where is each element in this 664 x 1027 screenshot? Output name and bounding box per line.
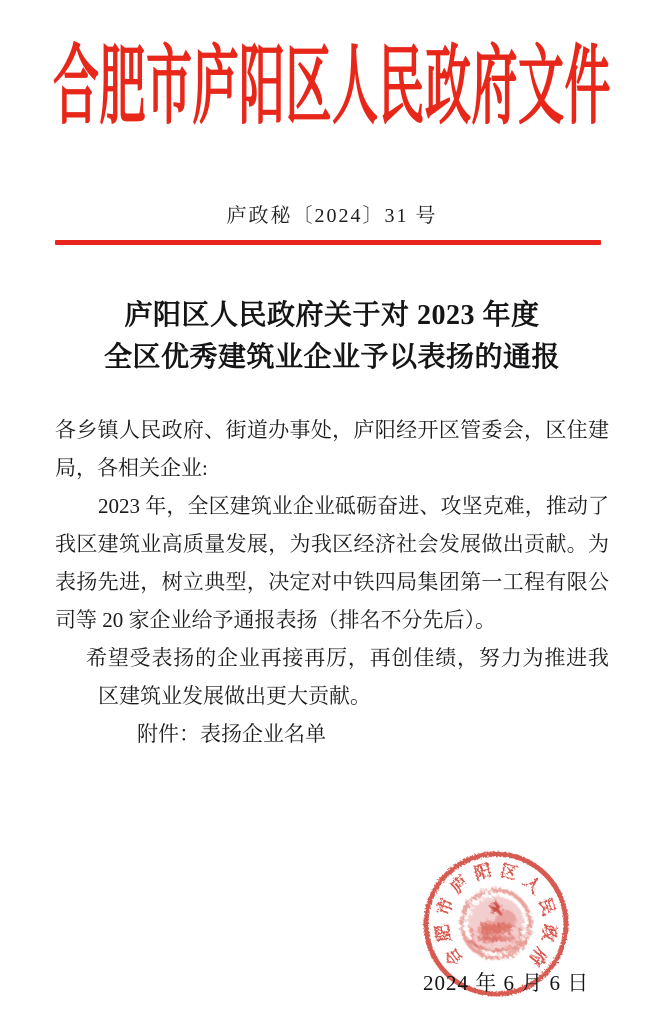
seal-char: 民 — [534, 895, 559, 918]
body-paragraph: 希望受表扬的企业再接再厉，再创佳绩，努力为推进我区建筑业发展做出更大贡献。 — [86, 646, 609, 708]
letterhead-title: 合肥市庐阳区人民政府文件 — [53, 38, 611, 135]
seal-char: 府 — [525, 944, 551, 970]
seal-char: 区 — [498, 860, 520, 884]
document-title-line1: 庐阳区人民政府关于对 2023 年度 — [124, 300, 540, 331]
red-divider-line — [55, 240, 601, 245]
seal-char: 庐 — [447, 871, 473, 898]
letterhead — [0, 26, 664, 134]
seal-char: 肥 — [432, 922, 455, 943]
national-emblem-icon — [462, 890, 530, 958]
document-body — [55, 411, 609, 753]
body-paragraph: 2023 年，全区建筑业企业砥砺奋进、攻坚克难，推动了我区建筑业高质量发展，为我区经济社会发展做出贡献。为表扬先进，树立典型，决定对中铁四局集团第一工程有限公司等 20 家企业给予通报表扬（排名不分先后）。 — [55, 494, 609, 632]
seal-char: 人 — [519, 871, 545, 898]
document-title-line2: 全区优秀建筑业企业予以表扬的通报 — [103, 342, 560, 373]
salutation: 各乡镇人民政府、街道办事处，庐阳经开区管委会，区住建局，各相关企业: — [55, 418, 609, 480]
seal-char: 合 — [441, 944, 467, 970]
document-date: 2024 年 6 月 6 日 — [423, 971, 590, 995]
seal-char: 市 — [433, 895, 458, 918]
seal-char: 阳 — [472, 860, 494, 884]
seal-char: 政 — [537, 922, 560, 943]
document-number: 庐政秘〔2024〕31 号 — [226, 205, 438, 227]
document-title — [0, 295, 664, 379]
attachment-note: 附件：表扬企业名单 — [137, 722, 326, 746]
